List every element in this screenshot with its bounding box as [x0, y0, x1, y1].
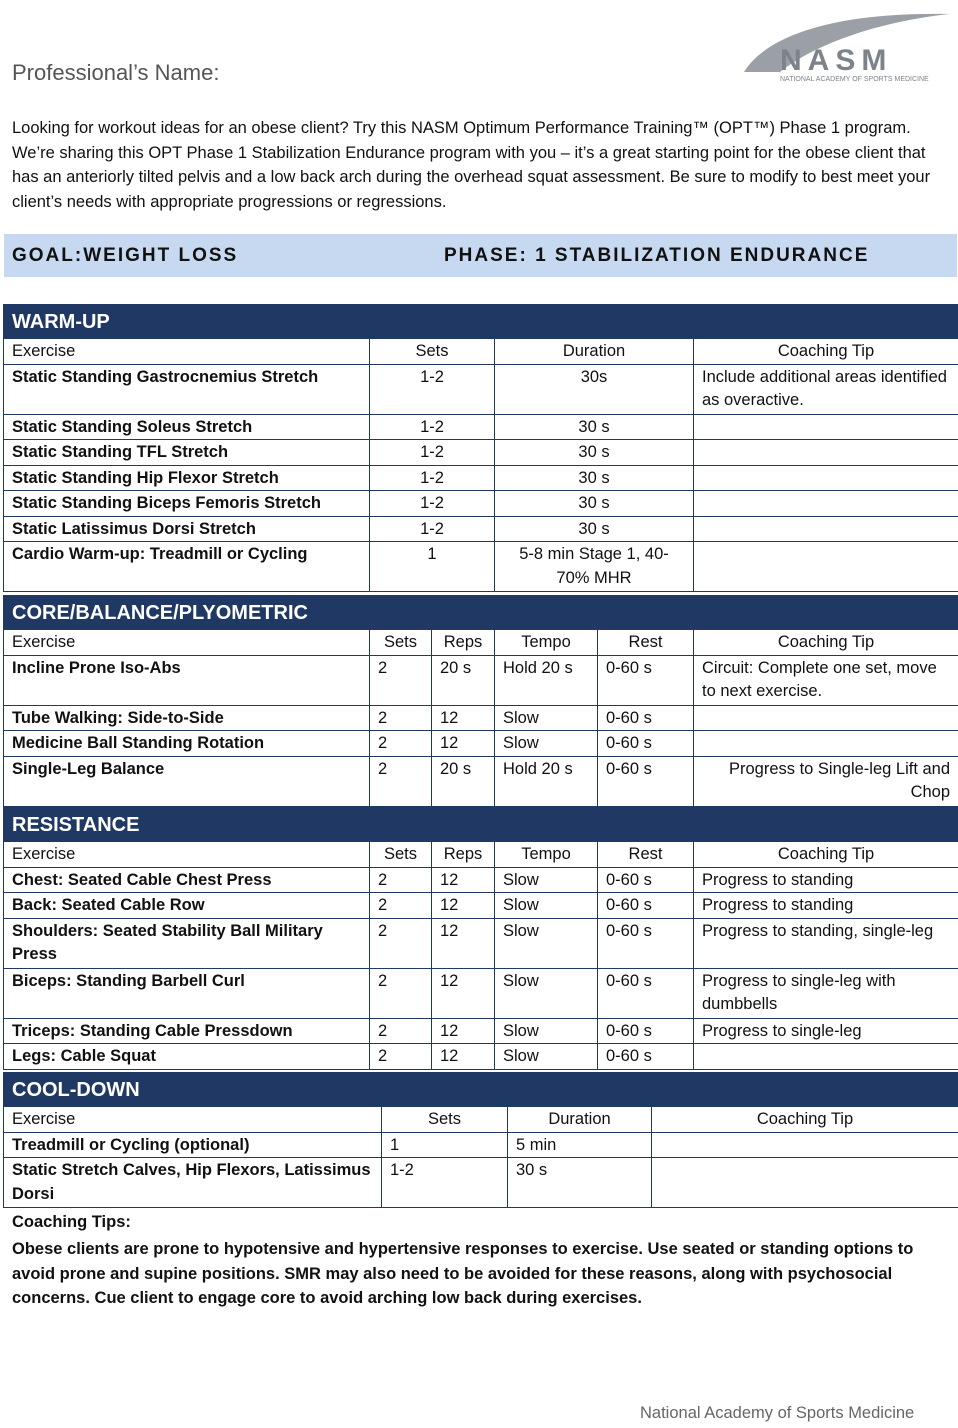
goal-label: GOAL:WEIGHT LOSS — [12, 245, 239, 266]
header-rest: Rest — [598, 630, 694, 656]
tempo-cell: Slow — [495, 968, 598, 1018]
tempo-cell: Hold 20 s — [495, 655, 598, 705]
header-exercise: Exercise — [4, 842, 370, 868]
table-row — [4, 655, 958, 705]
tip-cell: Progress to single-leg — [694, 1018, 958, 1044]
rest-cell: 0-60 s — [598, 705, 694, 731]
tempo-cell: Slow — [495, 893, 598, 919]
exercise-cell: Static Stretch Calves, Hip Flexors, Latissimus Dorsi — [4, 1158, 382, 1208]
footer-text: National Academy of Sports Medicine — [640, 1404, 915, 1422]
header-exercise: Exercise — [4, 630, 370, 656]
table-row — [4, 893, 958, 919]
tip-cell — [652, 1132, 958, 1158]
table-row — [4, 414, 958, 440]
cooldown-table — [3, 1072, 958, 1208]
tip-cell — [694, 731, 958, 757]
exercise-cell: Treadmill or Cycling (optional) — [4, 1132, 382, 1158]
header-exercise: Exercise — [4, 339, 370, 365]
logo-subtext: NATIONAL ACADEMY OF SPORTS MEDICINE — [780, 76, 929, 83]
rest-cell: 0-60 s — [598, 968, 694, 1018]
rest-cell: 0-60 s — [598, 1044, 694, 1070]
exercise-cell: Chest: Seated Cable Chest Press — [4, 867, 370, 893]
duration-cell: 30 s — [508, 1158, 652, 1208]
resistance-table — [3, 807, 958, 1070]
exercise-cell: Back: Seated Cable Row — [4, 893, 370, 919]
sets-cell: 2 — [370, 968, 432, 1018]
reps-cell: 20 s — [432, 655, 495, 705]
sets-cell: 2 — [370, 1018, 432, 1044]
tempo-cell: Slow — [495, 1044, 598, 1070]
reps-cell: 12 — [432, 968, 495, 1018]
intro-paragraph: Looking for workout ideas for an obese client? Try this NASM Optimum Performance Training™ (OPT™) Phase 1 program. We’re sharing this OPT Phase 1 Stabilization Endurance program with you – it’s a great starting point for the obese client that has an anteriorly tilted pelvis and a low back arch during the overhead squat assessment. Be sure to modify to best meet your client’s needs with appropriate progressions or regressions. — [12, 119, 931, 211]
exercise-cell: Cardio Warm-up: Treadmill or Cycling — [4, 542, 370, 592]
table-row — [4, 542, 958, 592]
tip-cell — [694, 542, 958, 592]
table-row — [4, 364, 958, 414]
rest-cell: 0-60 s — [598, 655, 694, 705]
coaching-tips-title: Coaching Tips: — [12, 1213, 131, 1231]
sets-cell: 2 — [370, 705, 432, 731]
professional-name-label: Professional’s Name: — [12, 60, 220, 85]
sets-cell: 1-2 — [370, 465, 495, 491]
tip-cell — [694, 1044, 958, 1070]
exercise-cell: Shoulders: Seated Stability Ball Military Press — [4, 918, 370, 968]
tempo-cell: Slow — [495, 867, 598, 893]
sets-cell: 1-2 — [370, 491, 495, 517]
table-row — [4, 756, 958, 806]
duration-cell: 30 s — [495, 491, 694, 517]
rest-cell: 0-60 s — [598, 893, 694, 919]
duration-cell: 5 min — [508, 1132, 652, 1158]
sets-cell: 2 — [370, 918, 432, 968]
reps-cell: 12 — [432, 918, 495, 968]
tempo-cell: Slow — [495, 705, 598, 731]
duration-cell: 30 s — [495, 516, 694, 542]
phase-label: PHASE: 1 STABILIZATION ENDURANCE — [444, 245, 870, 266]
duration-cell: 30s — [495, 364, 694, 414]
warmup-table — [3, 304, 958, 592]
exercise-cell: Static Standing Soleus Stretch — [4, 414, 370, 440]
rest-cell: 0-60 s — [598, 1018, 694, 1044]
exercise-cell: Single-Leg Balance — [4, 756, 370, 806]
reps-cell: 20 s — [432, 756, 495, 806]
reps-cell: 12 — [432, 731, 495, 757]
nasm-logo — [740, 10, 955, 88]
header-duration: Duration — [495, 339, 694, 365]
header-reps: Reps — [432, 630, 495, 656]
tip-cell: Progress to standing, single-leg — [694, 918, 958, 968]
exercise-cell: Triceps: Standing Cable Pressdown — [4, 1018, 370, 1044]
header-duration: Duration — [508, 1107, 652, 1133]
table-row — [4, 1018, 958, 1044]
exercise-cell: Static Standing Hip Flexor Stretch — [4, 465, 370, 491]
header-tempo: Tempo — [495, 842, 598, 868]
tip-cell: Progress to standing — [694, 893, 958, 919]
sets-cell: 1 — [370, 542, 495, 592]
sets-cell: 1 — [382, 1132, 508, 1158]
sets-cell: 2 — [370, 756, 432, 806]
duration-cell: 30 s — [495, 465, 694, 491]
tip-cell — [694, 705, 958, 731]
reps-cell: 12 — [432, 867, 495, 893]
tip-cell: Include additional areas identified as overactive. — [694, 364, 958, 414]
cooldown-title: COOL-DOWN — [4, 1073, 958, 1107]
sets-cell: 2 — [370, 1044, 432, 1070]
rest-cell: 0-60 s — [598, 731, 694, 757]
table-row — [4, 1158, 958, 1208]
duration-cell: 30 s — [495, 414, 694, 440]
header-rest: Rest — [598, 842, 694, 868]
table-row — [4, 968, 958, 1018]
header-sets: Sets — [370, 842, 432, 868]
header-reps: Reps — [432, 842, 495, 868]
table-row — [4, 705, 958, 731]
core-title: CORE/BALANCE/PLYOMETRIC — [4, 596, 958, 630]
resistance-title: RESISTANCE — [4, 808, 958, 842]
header-coaching-tip: Coaching Tip — [694, 630, 958, 656]
exercise-cell: Medicine Ball Standing Rotation — [4, 731, 370, 757]
header-coaching-tip: Coaching Tip — [694, 339, 958, 365]
header-exercise: Exercise — [4, 1107, 382, 1133]
table-row — [4, 465, 958, 491]
sets-cell: 1-2 — [370, 440, 495, 466]
core-table — [3, 595, 958, 807]
rest-cell: 0-60 s — [598, 756, 694, 806]
warmup-title: WARM-UP — [4, 305, 958, 339]
exercise-cell: Static Standing Biceps Femoris Stretch — [4, 491, 370, 517]
rest-cell: 0-60 s — [598, 867, 694, 893]
tip-cell: Progress to standing — [694, 867, 958, 893]
reps-cell: 12 — [432, 1018, 495, 1044]
reps-cell: 12 — [432, 893, 495, 919]
table-row — [4, 731, 958, 757]
header-sets: Sets — [382, 1107, 508, 1133]
sets-cell: 1-2 — [370, 414, 495, 440]
table-row — [4, 516, 958, 542]
tip-cell — [694, 516, 958, 542]
exercise-cell: Static Standing TFL Stretch — [4, 440, 370, 466]
tip-cell: Progress to Single-leg Lift and Chop — [694, 756, 958, 806]
exercise-cell: Tube Walking: Side-to-Side — [4, 705, 370, 731]
coaching-tips-text: Obese clients are prone to hypotensive and hypertensive responses to exercise. Use seated or standing options to avoid prone and supine positions. SMR may also need to be avoided for these reasons, along with psychosocial concerns. Cue client to engage core to avoid arching low back during exercises. — [12, 1240, 914, 1307]
table-row — [4, 867, 958, 893]
duration-cell: 30 s — [495, 440, 694, 466]
tip-cell — [652, 1158, 958, 1208]
header-coaching-tip: Coaching Tip — [694, 842, 958, 868]
sets-cell: 2 — [370, 893, 432, 919]
table-row — [4, 440, 958, 466]
exercise-cell: Static Latissimus Dorsi Stretch — [4, 516, 370, 542]
tempo-cell: Slow — [495, 918, 598, 968]
header-sets: Sets — [370, 339, 495, 365]
exercise-cell: Static Standing Gastrocnemius Stretch — [4, 364, 370, 414]
goal-phase-bar — [4, 234, 957, 277]
header-tempo: Tempo — [495, 630, 598, 656]
exercise-cell: Incline Prone Iso-Abs — [4, 655, 370, 705]
header-sets: Sets — [370, 630, 432, 656]
rest-cell: 0-60 s — [598, 918, 694, 968]
reps-cell: 12 — [432, 705, 495, 731]
tip-cell — [694, 440, 958, 466]
exercise-cell: Biceps: Standing Barbell Curl — [4, 968, 370, 1018]
sets-cell: 1-2 — [370, 516, 495, 542]
exercise-cell: Legs: Cable Squat — [4, 1044, 370, 1070]
tip-cell — [694, 465, 958, 491]
tempo-cell: Hold 20 s — [495, 756, 598, 806]
sets-cell: 2 — [370, 731, 432, 757]
tip-cell: Progress to single-leg with dumbbells — [694, 968, 958, 1018]
tip-cell — [694, 414, 958, 440]
tip-cell: Circuit: Complete one set, move to next exercise. — [694, 655, 958, 705]
tip-cell — [694, 491, 958, 517]
logo-wordmark: NASM — [780, 44, 893, 77]
sets-cell: 2 — [370, 867, 432, 893]
tempo-cell: Slow — [495, 731, 598, 757]
table-row — [4, 1132, 958, 1158]
table-row — [4, 491, 958, 517]
header-coaching-tip: Coaching Tip — [652, 1107, 958, 1133]
sets-cell: 1-2 — [370, 364, 495, 414]
sets-cell: 1-2 — [382, 1158, 508, 1208]
sets-cell: 2 — [370, 655, 432, 705]
table-row — [4, 1044, 958, 1070]
tempo-cell: Slow — [495, 1018, 598, 1044]
duration-cell: 5-8 min Stage 1, 40-70% MHR — [495, 542, 694, 592]
table-row — [4, 918, 958, 968]
reps-cell: 12 — [432, 1044, 495, 1070]
